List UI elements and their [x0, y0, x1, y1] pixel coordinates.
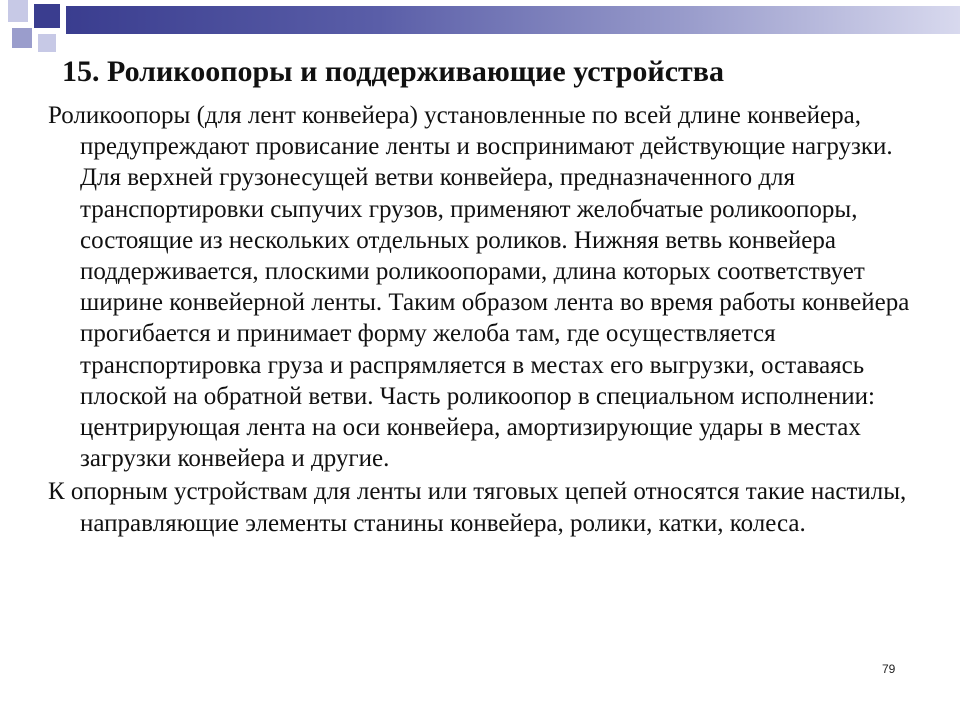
body-paragraph: Роликоопоры (для лент конвейера) установленные по всей длине конвейера, предупреждают провисание ленты и воспринимают действующие нагрузки. Для верхней грузонесущей ветви конвейера, предназначенного для транспортировки сыпучих грузов, применяют желобчатые роликоопоры, состоящие из нескольких отдельных роликов. Нижняя ветвь конвейера поддерживается, плоскими роликоопорами, длина которых соответствует ширине конвейерной ленты. Таким образом лента во время работы конвейера прогибается и принимает форму желоба там, где осуществляется транспортировка груза и распрямляется в местах его выгрузки, оставаясь плоской на обратной ветви. Часть роликоопор в специальном исполнении: центрирующая лента на оси конвейера, амортизирующие удары в местах загрузки конвейера и другие.: [48, 102, 910, 473]
deco-square: [0, 0, 8, 48]
body-paragraph: К опорным устройствам для ленты или тяговых цепей относятся такие настилы, направляющие элементы станины конвейера, ролики, катки, колеса.: [48, 478, 907, 537]
page-number: 79: [882, 662, 896, 676]
slide-body: [48, 100, 928, 541]
deco-square: [34, 4, 60, 28]
header-gradient-bar: [66, 6, 960, 34]
deco-square: [12, 28, 32, 48]
slide-title: 15. Роликоопоры и поддерживающие устройства: [62, 55, 724, 88]
deco-square: [38, 34, 56, 52]
